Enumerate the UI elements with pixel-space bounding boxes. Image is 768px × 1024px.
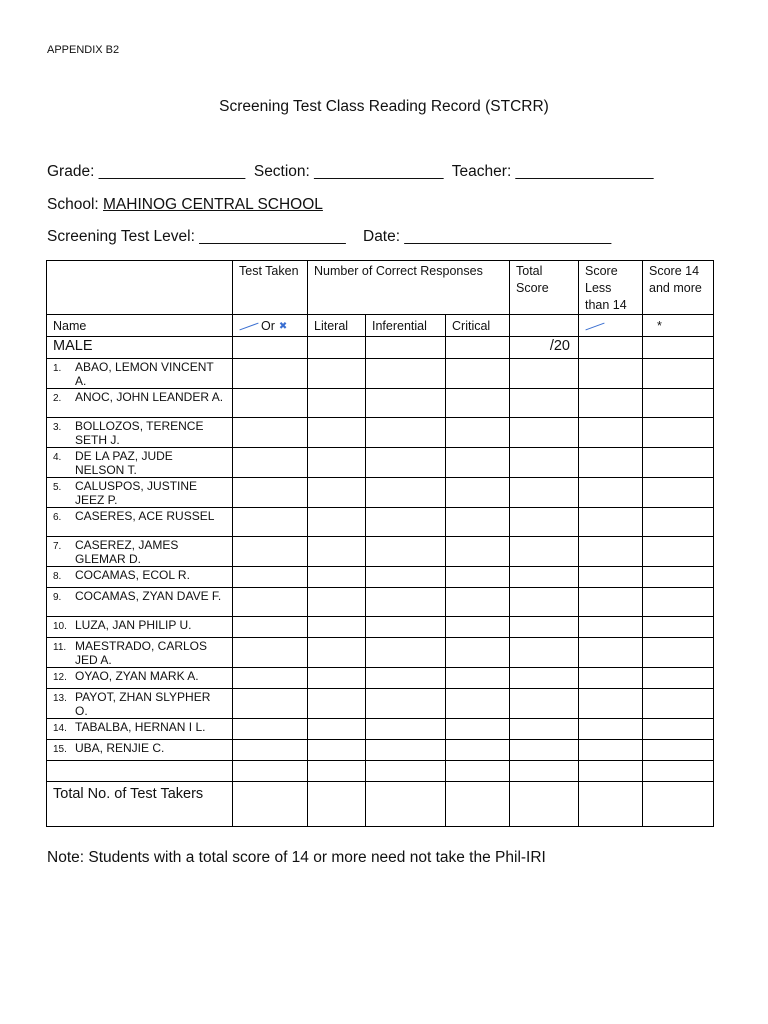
subheader-row [47,315,714,337]
check-slash-icon [585,322,604,330]
reading-record-table [46,260,714,827]
score-cell [643,448,714,478]
score-cell [643,508,714,537]
total-label: Total No. of Test Takers [47,782,233,827]
score-cell [510,719,579,740]
score-cell [233,478,308,508]
school-line [47,196,323,214]
x-mark-icon: ✖ [278,320,288,332]
table-row [47,617,714,638]
score-cell [308,617,366,638]
score-cell [233,418,308,448]
score-cell [366,508,446,537]
student-cell [47,638,233,668]
student-number: 14. [53,723,67,734]
student-name: CASEREZ, JAMES GLEMAR D. [75,538,179,566]
header-test-taken: Test Taken [233,261,308,315]
student-number: 4. [53,452,62,463]
score-cell [308,740,366,761]
table-row [47,668,714,689]
score-cell [366,478,446,508]
score-cell [579,389,643,418]
score-cell [446,689,510,719]
score-cell [233,389,308,418]
score-cell [510,537,579,567]
score-cell [446,668,510,689]
header-row [47,261,714,315]
student-number: 3. [53,422,62,433]
student-cell [47,359,233,389]
score-cell [308,588,366,617]
score-cell [643,719,714,740]
subheader-literal: Literal [308,315,366,337]
score-cell [446,359,510,389]
score-cell [233,668,308,689]
appendix-label: APPENDIX B2 [47,44,120,56]
table-row [47,448,714,478]
student-cell [47,508,233,537]
score-cell [233,359,308,389]
student-cell [47,567,233,588]
score-cell [510,359,579,389]
student-name: PAYOT, ZHAN SLYPHER O. [75,690,211,718]
header-score-less: Score Less than 14 [579,261,643,315]
score-cell [233,567,308,588]
score-cell [579,617,643,638]
student-number: 15. [53,744,67,755]
score-cell [308,567,366,588]
score-cell [308,719,366,740]
score-cell [643,359,714,389]
score-cell [579,448,643,478]
score-cell [510,389,579,418]
score-cell [510,418,579,448]
student-name: CALUSPOS, JUSTINE JEEZ P. [75,479,198,507]
score-cell [308,668,366,689]
score-cell [446,478,510,508]
score-cell [510,617,579,638]
score-cell [643,740,714,761]
subheader-name: Name [47,315,233,337]
student-name: CASERES, ACE RUSSEL [75,509,215,523]
student-name: BOLLOZOS, TERENCE SETH J. [75,419,204,447]
table-row [47,638,714,668]
group-row-male [47,337,714,359]
score-cell [446,638,510,668]
score-cell [579,588,643,617]
grade-section-teacher-line: Grade: _________________ Section: _______________ Teacher: ________________ [47,163,654,180]
score-cell [643,418,714,448]
score-cell [366,740,446,761]
blank-row [47,761,714,782]
score-cell [643,478,714,508]
score-cell [643,638,714,668]
note-text: Note: Students with a total score of 14 or more need not take the Phil-IRI [47,849,546,866]
score-cell [233,617,308,638]
score-cell [643,537,714,567]
score-cell [366,567,446,588]
school-label: School: [47,196,104,213]
score-cell [366,638,446,668]
group-score: /20 [510,337,579,359]
score-cell [579,537,643,567]
student-name: MAESTRADO, CARLOS JED A. [75,639,208,667]
subheader-test-taken-marks [233,315,308,337]
student-number: 9. [53,592,62,603]
check-slash-icon [239,322,258,330]
score-cell [366,668,446,689]
score-cell [233,638,308,668]
score-cell [643,689,714,719]
score-cell [643,588,714,617]
score-cell [233,537,308,567]
score-cell [308,478,366,508]
student-name: ABAO, LEMON VINCENT A. [75,360,214,388]
student-cell [47,617,233,638]
header-correct-responses: Number of Correct Responses [308,261,510,315]
subheader-total-blank [510,315,579,337]
student-name: COCAMAS, ZYAN DAVE F. [75,589,222,603]
score-cell [643,617,714,638]
subheader-or: Or [261,318,275,333]
score-cell [510,567,579,588]
table-row [47,740,714,761]
table-row [47,689,714,719]
score-cell [510,740,579,761]
score-cell [233,588,308,617]
score-cell [510,668,579,689]
score-cell [446,418,510,448]
score-cell [446,508,510,537]
score-cell [510,448,579,478]
score-cell [579,740,643,761]
student-cell [47,418,233,448]
table-row [47,478,714,508]
student-number: 7. [53,541,62,552]
score-cell [510,638,579,668]
level-date-line: Screening Test Level: _________________ Date: ________________________ [47,228,612,245]
score-cell [308,638,366,668]
student-cell [47,689,233,719]
score-cell [446,719,510,740]
score-cell [366,689,446,719]
score-cell [233,448,308,478]
score-cell [510,478,579,508]
score-cell [308,359,366,389]
score-cell [308,508,366,537]
score-cell [510,689,579,719]
student-name: TABALBA, HERNAN I L. [75,720,206,734]
score-cell [579,668,643,689]
student-cell [47,537,233,567]
table-row [47,359,714,389]
table-row [47,588,714,617]
score-cell [446,617,510,638]
student-number: 12. [53,672,67,683]
student-cell [47,389,233,418]
score-cell [233,719,308,740]
score-cell [579,567,643,588]
score-cell [579,359,643,389]
score-cell [233,508,308,537]
page-title: Screening Test Class Reading Record (STCRR) [219,98,549,115]
student-name: COCAMAS, ECOL R. [75,568,190,582]
group-label: MALE [47,337,233,359]
student-cell [47,719,233,740]
score-cell [643,389,714,418]
score-cell [366,389,446,418]
score-cell [308,448,366,478]
header-total-score: Total Score [510,261,579,315]
student-name: OYAO, ZYAN MARK A. [75,669,199,683]
score-cell [366,588,446,617]
score-cell [446,567,510,588]
student-name: LUZA, JAN PHILIP U. [75,618,192,632]
subheader-inferential: Inferential [366,315,446,337]
score-cell [446,740,510,761]
student-name: UBA, RENJIE C. [75,741,165,755]
score-cell [510,508,579,537]
subheader-less-mark [579,315,643,337]
score-cell [233,740,308,761]
student-number: 8. [53,571,62,582]
score-cell [446,588,510,617]
student-cell [47,740,233,761]
table-row [47,537,714,567]
score-cell [510,588,579,617]
student-number: 6. [53,512,62,523]
score-cell [446,448,510,478]
score-cell [366,448,446,478]
score-cell [308,418,366,448]
table-row [47,418,714,448]
score-cell [366,719,446,740]
student-number: 10. [53,621,67,632]
header-blank-cell [47,261,233,315]
student-name: ANOC, JOHN LEANDER A. [75,390,224,404]
student-cell [47,478,233,508]
table-row [47,567,714,588]
score-cell [579,508,643,537]
score-cell [579,689,643,719]
score-cell [308,537,366,567]
score-cell [579,418,643,448]
subheader-critical: Critical [446,315,510,337]
table-row [47,508,714,537]
score-cell [579,638,643,668]
score-cell [366,359,446,389]
score-cell [446,389,510,418]
score-cell [366,418,446,448]
student-number: 11. [53,642,67,653]
score-cell [366,537,446,567]
score-cell [308,389,366,418]
student-number: 5. [53,482,62,493]
score-cell [446,537,510,567]
student-rows [47,359,714,761]
table-row [47,719,714,740]
score-cell [579,478,643,508]
student-number: 2. [53,393,62,404]
student-name: DE LA PAZ, JUDE NELSON T. [75,449,173,477]
student-number: 1. [53,363,62,374]
score-cell [308,689,366,719]
student-cell [47,588,233,617]
student-cell [47,448,233,478]
student-cell [47,668,233,689]
student-number: 13. [53,693,67,704]
score-cell [366,617,446,638]
header-score-more: Score 14 and more [643,261,714,315]
subheader-star: * [643,315,714,337]
score-cell [579,719,643,740]
table-row [47,389,714,418]
score-cell [643,668,714,689]
school-value: MAHINOG CENTRAL SCHOOL [103,196,323,213]
score-cell [233,689,308,719]
score-cell [643,567,714,588]
total-row [47,782,714,827]
